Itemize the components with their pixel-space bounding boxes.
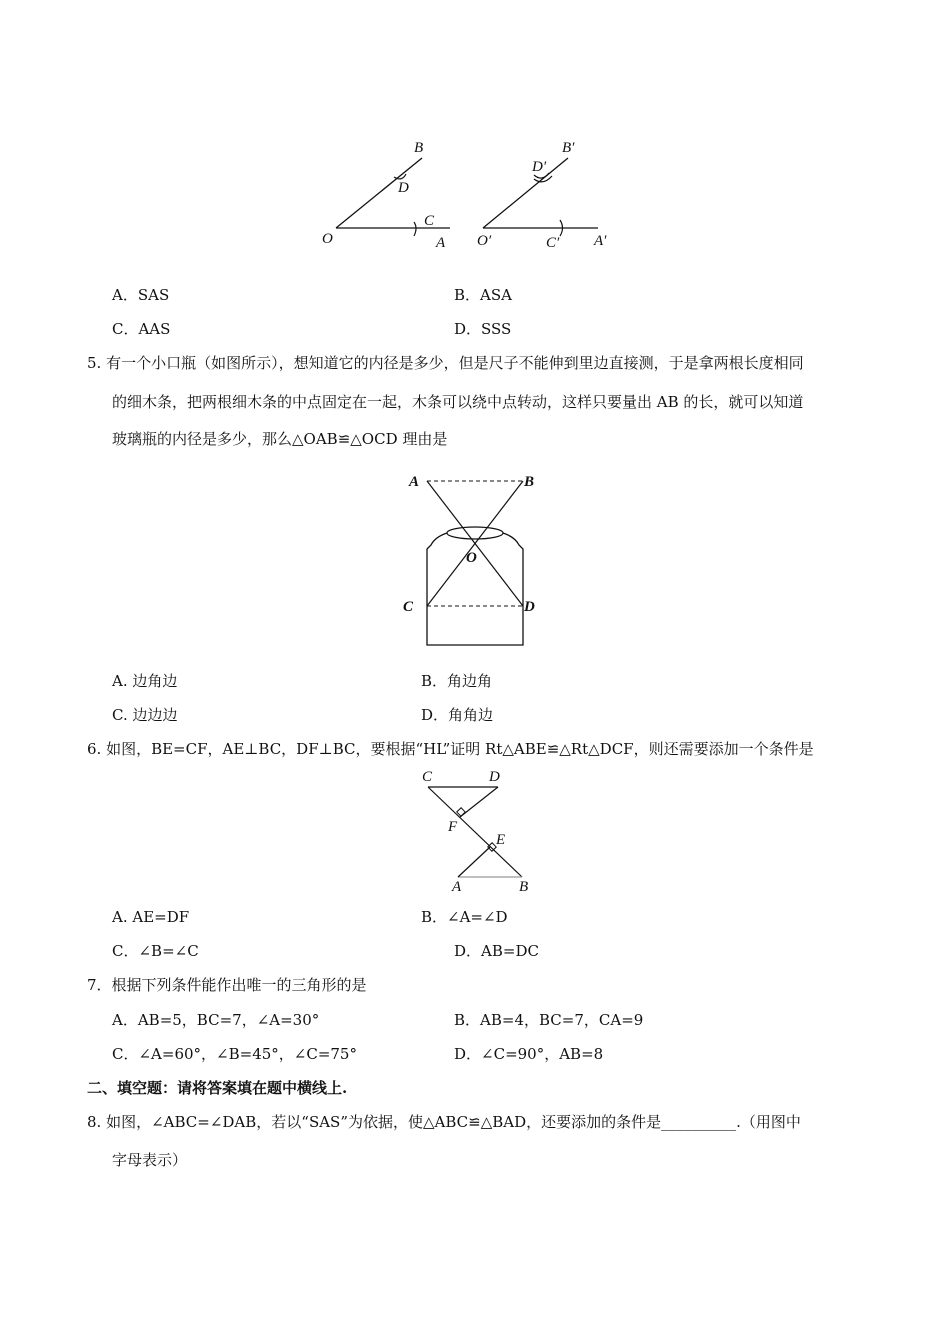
- q4-label-A2: A′: [594, 233, 607, 249]
- q5-option-d: D．角角边: [421, 706, 494, 724]
- q6-option-c: C．∠B=∠C: [112, 942, 199, 960]
- q6-label-E: E: [496, 832, 506, 848]
- q5-label-A: A: [409, 474, 420, 490]
- q7-option-c: C．∠A=60°，∠B=45°，∠C=75°: [112, 1045, 357, 1063]
- q5-line-1: 5. 有一个小口瓶（如图所示），想知道它的内径是多少，但是尺子不能伸到里边直接测，于是拿两根长度相同: [87, 354, 804, 372]
- q4-label-O: O: [322, 231, 333, 247]
- q4-option-c: C．AAS: [112, 320, 171, 338]
- q6-option-b: B．∠A=∠D: [421, 908, 508, 926]
- q4-label-C2: C′: [546, 235, 560, 251]
- q6-line-1: 6. 如图，BE=CF，AE⊥BC，DF⊥BC，要根据“HL”证明 Rt△ABE≌△Rt△DCF，则还需要添加一个条件是: [87, 740, 814, 758]
- q4-option-b: B．ASA: [454, 286, 512, 304]
- q4-label-D: D: [398, 180, 409, 196]
- q4-option-a: A．SAS: [112, 286, 170, 304]
- q8-line-1: 8. 如图，∠ABC=∠DAB，若以“SAS”为依据，使△ABC≌△BAD，还要添加的条件是__________.（用图中: [87, 1113, 801, 1131]
- section-2-heading: 二、填空题：请将答案填在题中横线上.: [87, 1079, 348, 1097]
- q6-label-B: B: [519, 879, 529, 895]
- q6-option-d: D．AB=DC: [454, 942, 539, 960]
- q6-label-C: C: [422, 769, 433, 785]
- q7-option-b: B．AB=4，BC=7，CA=9: [454, 1011, 644, 1029]
- q4-option-d: D．SSS: [454, 320, 512, 338]
- q6-triangles-figure: [410, 765, 540, 897]
- q7-line-1: 7．根据下列条件能作出唯一的三角形的是: [87, 976, 367, 994]
- q5-label-D: D: [524, 599, 535, 615]
- q5-option-a: A. 边角边: [112, 672, 178, 690]
- q4-label-C: C: [424, 213, 435, 229]
- q6-label-D: D: [489, 769, 500, 785]
- q5-label-O: O: [466, 550, 477, 566]
- q5-bottle-figure: [395, 465, 555, 655]
- q5-option-b: B．角边角: [421, 672, 493, 690]
- q5-label-B: B: [524, 474, 535, 490]
- q4-label-A: A: [436, 235, 446, 251]
- q8-line-2: 字母表示）: [112, 1151, 188, 1169]
- q5-line-3: 玻璃瓶的内径是多少，那么△OAB≌△OCD 理由是: [112, 430, 448, 448]
- q6-option-a: A. AE=DF: [112, 908, 190, 926]
- q4-label-B: B: [414, 140, 424, 156]
- q4-label-O2: O′: [477, 233, 492, 249]
- q4-angle-figure: [310, 130, 630, 255]
- q6-label-F: F: [448, 819, 458, 835]
- q5-option-c: C. 边边边: [112, 706, 178, 724]
- q4-label-D2: D′: [532, 159, 547, 175]
- q5-line-2: 的细木条，把两根细木条的中点固定在一起，木条可以绕中点转动，这样只要量出 AB 的长，就可以知道: [112, 393, 804, 411]
- q7-option-a: A．AB=5，BC=7，∠A=30°: [112, 1011, 320, 1029]
- q7-option-d: D．∠C=90°，AB=8: [454, 1045, 604, 1063]
- q6-label-A: A: [452, 879, 462, 895]
- q5-label-C: C: [403, 599, 414, 615]
- q4-label-B2: B′: [562, 140, 575, 156]
